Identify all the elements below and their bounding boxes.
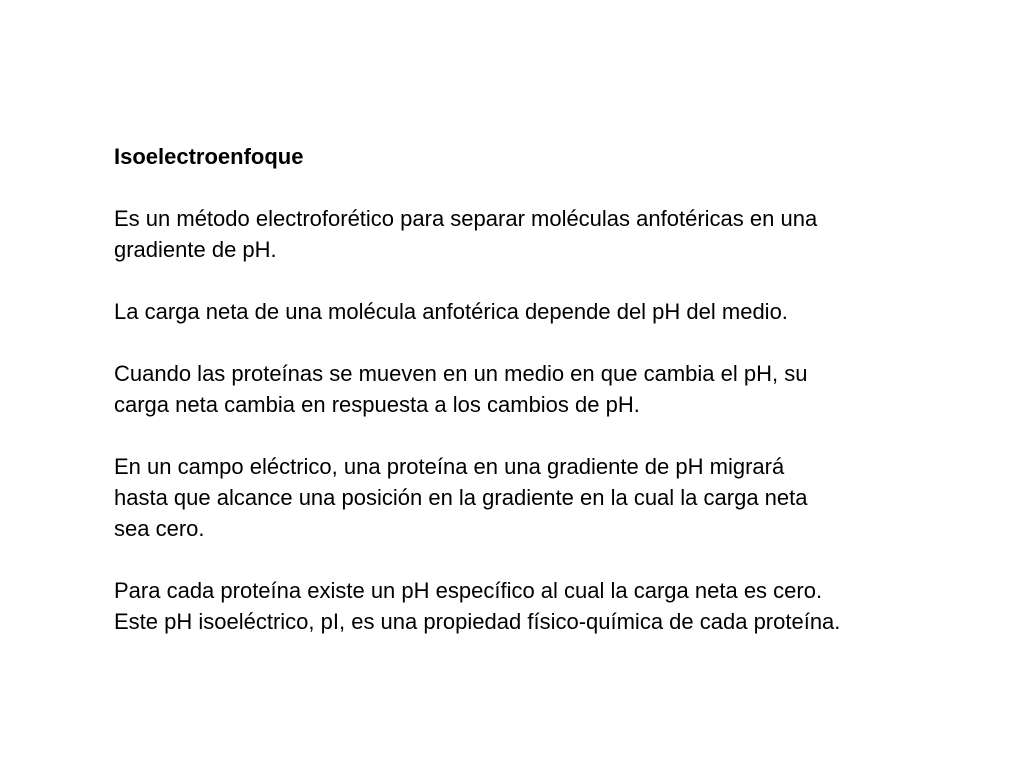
slide-title: Isoelectroenfoque [114, 144, 304, 169]
paragraph-net-charge: La carga neta de una molécula anfotérica depende del pH del medio. [114, 299, 788, 324]
slide-content [114, 141, 994, 637]
paragraph-isoelectric-point: Para cada proteína existe un pH específico al cual la carga neta es cero. Este pH isoeléctrico, pI, es una propiedad físico-química de cada proteína. [114, 578, 841, 634]
paragraph-electric-field: En un campo eléctrico, una proteína en una gradiente de pH migrará hasta que alcance una posición en la gradiente en la cual la carga neta sea cero. [114, 454, 808, 541]
paragraph-definition: Es un método electroforético para separar moléculas anfotéricas en una gradiente de pH. [114, 206, 818, 262]
paragraph-ph-change: Cuando las proteínas se mueven en un medio en que cambia el pH, su carga neta cambia en respuesta a los cambios de pH. [114, 361, 808, 417]
